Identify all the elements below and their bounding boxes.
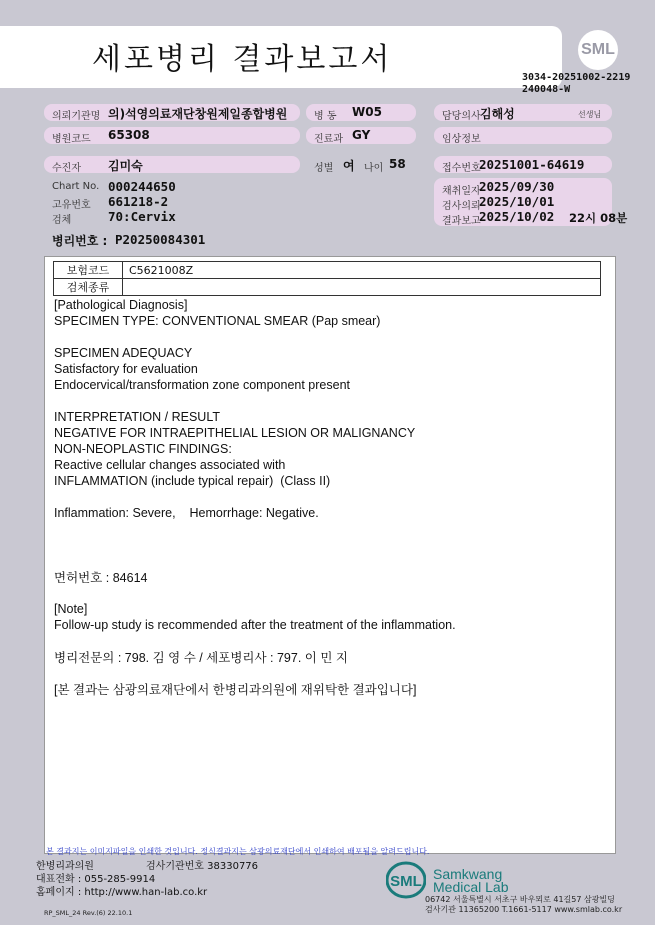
clinic-name: 한병리과의원	[36, 861, 94, 872]
doctor-label: 담당의사	[442, 111, 481, 122]
lab-contact: 검사기관 11365200 T.1661-5117 www.smlab.co.kr	[425, 905, 623, 914]
specimen-type-value	[123, 279, 601, 296]
receipt-value: 20251001-64619	[479, 157, 585, 172]
receipt-label: 접수번호	[442, 163, 481, 174]
adequacy-line-1: Satisfactory for evaluation	[54, 362, 198, 376]
dept-value: GY	[352, 128, 371, 142]
report-time-value: 22시 08분	[569, 211, 628, 225]
non-neoplastic-heading: NON-NEOPLASTIC FINDINGS:	[54, 442, 232, 456]
samkwang-logo-text: SML	[390, 873, 422, 890]
hospital-code-value: 65308	[108, 128, 150, 142]
samkwang-logo-icon	[386, 860, 426, 900]
hospital-code-label: 병원코드	[52, 134, 91, 145]
outsourcing-statement: [본 결과는 삼광의료재단에서 한병리과의원에 재위탁한 결과입니다]	[54, 683, 417, 697]
adequacy-line-2: Endocervical/transformation zone component present	[54, 378, 350, 392]
adequacy-heading: SPECIMEN ADEQUACY	[54, 346, 193, 360]
ward-value: W05	[352, 105, 382, 119]
name-label: 수진자	[52, 163, 81, 174]
inflammation-severity-line: Inflammation: Severe, Hemorrhage: Negative.	[54, 506, 319, 520]
report-date-label: 결과보고	[442, 216, 481, 227]
report-paper	[44, 256, 616, 854]
pathology-no-value: P20250084301	[115, 232, 206, 247]
dept-label: 진료과	[314, 134, 343, 145]
request-date-label: 검사의뢰	[442, 201, 481, 212]
specimen-label: 검체	[52, 215, 72, 226]
insurance-table	[53, 261, 601, 296]
report-title: 세포병리 결과보고서	[92, 42, 393, 77]
interpretation-heading: INTERPRETATION / RESULT	[54, 410, 220, 424]
collect-date-value: 2025/09/30	[479, 179, 555, 194]
lab-name-line2: Medical Lab	[433, 879, 509, 895]
lab-name-line1: Samkwang	[433, 866, 503, 882]
unique-no-label: 고유번호	[52, 200, 91, 211]
name-value: 김미숙	[108, 159, 143, 173]
lab-address: 06742 서울특별시 서초구 바우뫼로 41길57 삼광빌딩	[425, 895, 615, 904]
reactive-changes-line: Reactive cellular changes associated with	[54, 458, 286, 472]
form-code: RP_SML_24 Rev.(6) 22.10.1	[44, 909, 133, 917]
inflammation-class-line: INFLAMMATION (include typical repair) (Class II)	[54, 474, 331, 488]
request-date-value: 2025/10/01	[479, 194, 555, 209]
note-heading: [Note]	[54, 602, 88, 616]
note-text: Follow-up study is recommended after the treatment of the inflammation.	[54, 618, 456, 632]
document-number-line1: 3034-20251002-2219	[522, 72, 631, 83]
insurance-code-value: C5621008Z	[123, 262, 601, 279]
interpretation-result: NEGATIVE FOR INTRAEPITHELIAL LESION OR MALIGNANCY	[54, 426, 416, 440]
diagnosis-heading: [Pathological Diagnosis]	[54, 298, 188, 312]
institution-value: 의)석영의료재단창원제일종합병원	[108, 107, 288, 121]
specimen-type-label: 검체종류	[54, 279, 123, 296]
pathology-no-label: 병리번호 :	[52, 234, 108, 248]
chart-value: 000244650	[108, 179, 176, 194]
insurance-code-row	[54, 262, 601, 279]
collect-date-label: 채취일자	[442, 186, 481, 197]
inspection-number: 검사기관번호 38330776	[146, 861, 259, 872]
license-number: 면허번호 : 84614	[54, 571, 148, 585]
doctor-suffix: 선생님	[578, 110, 602, 119]
unique-no-value: 661218-2	[108, 194, 169, 209]
sex-label: 성별	[314, 163, 334, 174]
report-date-value: 2025/10/02	[479, 209, 555, 224]
doctor-value: 김해성	[480, 107, 515, 121]
ward-label: 병 동	[314, 111, 337, 122]
image-notice: 본 결과지는 이미지파일을 인쇄한 것입니다. 정식결과지는 삼광의료재단에서 인쇄하여 배포됨을 알려드립니다.	[46, 847, 430, 856]
sex-value: 여	[343, 159, 355, 173]
document-number-line2: 240048-W	[522, 84, 571, 95]
phone-number: 대표전화 : 055-285-9914	[36, 874, 156, 885]
specimen-type-line: SPECIMEN TYPE: CONVENTIONAL SMEAR (Pap smear)	[54, 314, 381, 328]
clinical-info-label: 임상정보	[442, 134, 481, 145]
age-label: 나이	[364, 163, 384, 174]
document-number	[522, 72, 630, 96]
chart-label: Chart No.	[52, 181, 100, 192]
specimen-value: 70:Cervix	[108, 209, 176, 224]
homepage-link[interactable]: 홈페이지 : http://www.han-lab.co.kr	[36, 887, 208, 898]
sml-logo-badge: SML	[578, 30, 618, 70]
institution-label: 의뢰기관명	[52, 111, 101, 122]
age-value: 58	[389, 157, 406, 171]
pathologist-line: 병리전문의 : 798. 김 영 수 / 세포병리사 : 797. 이 민 지	[54, 651, 348, 665]
specimen-type-row	[54, 279, 601, 296]
insurance-code-label: 보험코드	[54, 262, 123, 279]
name-pill	[44, 156, 300, 173]
